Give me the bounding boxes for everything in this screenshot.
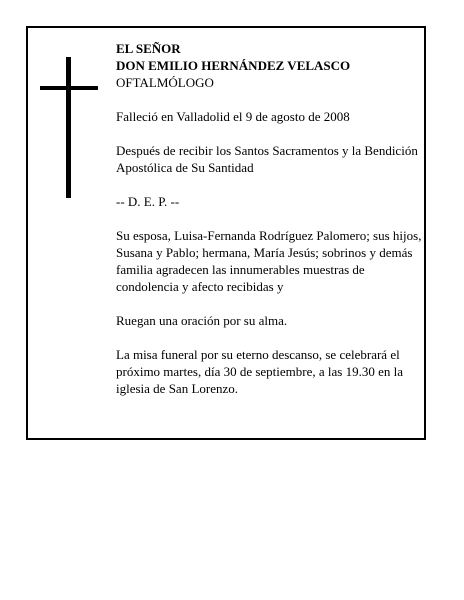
sacraments-text: Después de recibir los Santos Sacramentos y la Bendición Apostólica de Su Santidad [116,143,418,175]
family-acknowledgement: Su esposa, Luisa-Fernanda Rodríguez Palomero; sus hijos, Susana y Pablo; hermana, María Jesús; sobrinos y demás familia agradecen las innumerables muestras de condolencia y afecto recibidas y [116,228,422,294]
title-line-1: EL SEÑOR [116,41,181,56]
profession: OFTALMÓLOGO [116,75,214,90]
obituary-notice [26,26,426,440]
funeral-details: La misa funeral por su eterno descanso, se celebrará el próximo martes, día 30 de septiembre, a las 19.30 en la iglesia de San Lorenzo. [116,347,404,396]
deceased-name: DON EMILIO HERNÁNDEZ VELASCO [116,58,351,73]
cross-vertical-bar [66,57,71,198]
cross-horizontal-bar [40,86,98,90]
notice-text [116,40,422,397]
prayer-request: Ruegan una oración por su alma. [116,313,288,328]
rest-in-peace: -- D. E. P. -- [116,194,180,209]
death-announcement: Falleció en Valladolid el 9 de agosto de 2008 [116,109,350,124]
